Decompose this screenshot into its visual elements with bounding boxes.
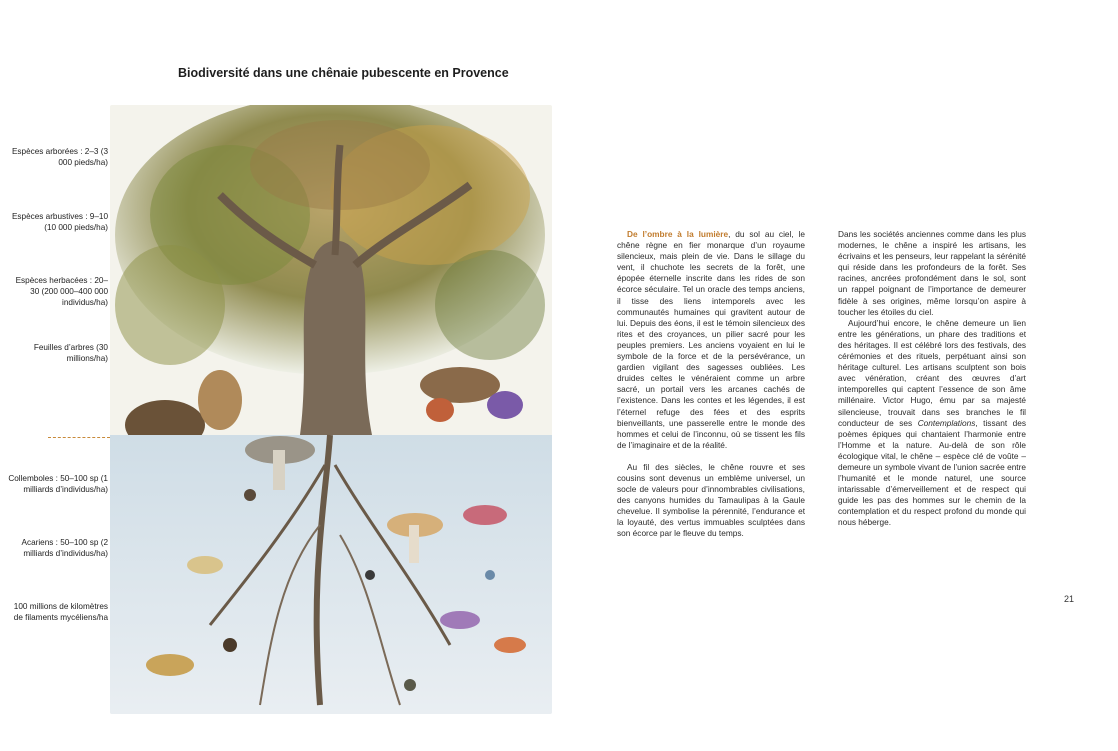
book-title: Contemplations	[917, 417, 976, 428]
caption-mites: Acariens : 50–100 sp (2 milliards d’individus/ha)	[21, 538, 108, 558]
caption-herb-species: Espèces herbacées : 20–30 (200 000–400 000 individus/ha)	[15, 276, 108, 307]
paragraph-text: , tissant des poèmes épiques qui chantaient l’harmonie entre l’Homme et la nature. Au-delà de son rôle écologique vital, le chêne – espèce clé de voûte – demeure un symbole vivant de l’union sacrée entre l’humanité et le monde naturel, une source intarissable d’émerveillement et de respect qui guide les pas des hommes sur le chemin de la contemplation et du respect profond du monde qui nous héberge.	[838, 417, 1026, 528]
paragraph	[838, 318, 1026, 529]
page-number: 21	[1064, 594, 1075, 604]
text-column-2	[838, 229, 1026, 529]
caption-tree-species: Espèces arborées : 2–3 (3 000 pieds/ha)	[11, 147, 108, 167]
paragraph-text: Aujourd’hui encore, le chêne demeure un lien entre les générations, un phare des traditions et des héritages. Il est célébré lors des festivals, des cérémonies et des rituels, perpétuant ainsi son héritage culturel. Les artisans sculptent son bois avec vénération, créant des œuvres d’art intemporelles qui captent l’essence de son âme millénaire. Victor Hugo, ému par sa majesté silencieuse, trouvait dans ses branches le fil conducteur de ses	[838, 317, 1026, 428]
oak-ecosystem-illustration	[110, 105, 552, 714]
text-column-1	[617, 229, 805, 540]
ground-level-divider	[48, 437, 110, 438]
caption-tree-leaves: Feuilles d’arbres (30 millions/ha)	[33, 343, 108, 363]
paragraph: Dans les sociétés anciennes comme dans les plus modernes, le chêne a inspiré les artisans, les écrivains et les penseurs, leur rappelant la sérénité qui réside dans les profondeurs de la forêt. Ses racines, ancrées profondément dans le sol, sont un rappel poignant de l’importance de demeurer fidèle à ses origines, même lorsqu’on aspire à toucher les étoiles du ciel.	[838, 229, 1026, 317]
caption-springtails: Collemboles : 50–100 sp (1 milliards d’individus/ha)	[8, 474, 108, 494]
caption-shrub-species: Espèces arbustives : 9–10 (10 000 pieds/ha)	[11, 212, 108, 232]
page-title: Biodiversité dans une chênaie pubescente en Provence	[178, 66, 509, 80]
paragraph-text: , du sol au ciel, le chêne règne en fier monarque d’un royaume silencieux, mais plein de vie. Dans le sillage du vent, il chuchote les secrets de la forêt, une épopée éternelle inscrite dans les rides de son écorce séculaire. Tel un oracle des temps anciens, il tisse des liens intemporels avec les communautés humaines qui gravitent autour de lui. Depuis des éons, il est le témoin silencieux des rites et des croyances, un pilier sacré pour les peuples premiers. Les anciens voyaient en lui le symbole de la force et de la persévérance, un gardien vigilant des sagesses oubliées. Les druides celtes le vénéraient comme un arbre sacré, un portail vers les arcanes cachés de l’existence. Dans les contes et les légendes, il est l’éternel refuge des fées et des esprits bienveillants, une passerelle entre le monde des hommes et celui de l’inconnu, où se tissent les fils de l’imaginaire et de la réalité.	[617, 229, 806, 450]
caption-mycelium: 100 millions de kilomètres de filaments mycéliens/ha	[13, 602, 108, 622]
paragraph	[617, 229, 805, 451]
paragraph: Au fil des siècles, le chêne rouvre et ses cousins sont devenus un emblème universel, un socle de valeurs pour d’innombrables civilisations, des canyons humides du Tamaulipas à la Gaule chevelue. Il symbolise la pérennité, l’endurance et la loyauté, des vertus immuables sculptées dans son écorce par le fleuve du temps.	[617, 461, 805, 539]
lead-phrase: De l’ombre à la lumière	[627, 229, 729, 239]
